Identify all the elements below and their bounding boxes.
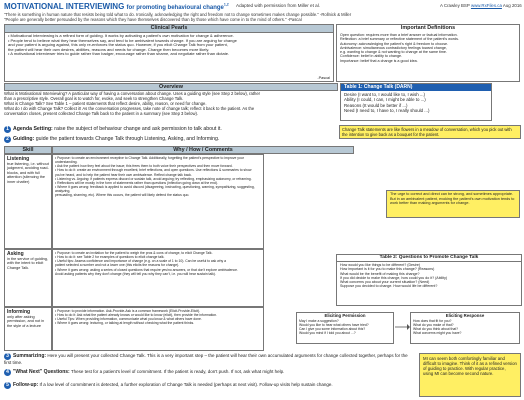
darn-desire: Desire (I want to, I would like to, I wish ...) xyxy=(344,92,426,97)
skill-title: Informing xyxy=(7,309,31,315)
why-line: Avoid asking patients why they don't change (they will tell you why they can't, i.e. you will hear sustain talk). xyxy=(55,271,216,276)
skill-informing xyxy=(4,307,52,351)
permission-line: Can I give you some information about this? xyxy=(299,326,366,331)
adapted-note: Adapted with permission from Miller et al. xyxy=(236,3,320,8)
skill-description: in the service of guiding, with the intent to elicit Change Talk. xyxy=(7,257,48,270)
step-number-badge: 2 xyxy=(4,136,11,143)
arrow-right-icon xyxy=(394,322,410,332)
step-summarizing xyxy=(4,353,416,365)
step-what-next xyxy=(4,369,416,376)
table2-body xyxy=(337,262,521,290)
eliciting-response-box xyxy=(410,312,520,344)
response-line: What do you think about that? xyxy=(413,326,459,331)
rxfiles-link[interactable]: www.RxFiles.ca xyxy=(470,3,502,8)
definition-line: Open question: requires more than a brief answer or factual information. xyxy=(340,33,458,37)
pearl-item: the patient will hear their own desires, abilities, reasons and needs for change. Change then becomes more likely. xyxy=(8,46,210,52)
why-line: • How to do it: Ask what the patient already knows or would like to know (elicit), then provide the information. xyxy=(55,313,218,318)
why-line: • Ask the patient how they feel about the issue; this frees them to both voice their perspectives and then move forward. xyxy=(55,164,233,169)
step-number-badge: 1 xyxy=(4,126,11,133)
response-line: What do you make of that? xyxy=(413,322,454,327)
urge-to-correct-note: The urge to correct and direct can be strong, and sometimes appropriate. But in an ambivalent patient, evoking the patient's own motivation tends to work better than making arguments for change. xyxy=(386,190,520,218)
step-label: Follow-up: xyxy=(13,382,39,388)
table1-body xyxy=(341,91,491,114)
question-line: How would you like things to be different? (Desire) xyxy=(340,263,421,267)
step-number-badge: 4 xyxy=(4,369,11,376)
step-text: If a low level of commitment is detected, a further exploration of Change Talk is needed (perhaps at next visit). Follow-up visits help sustain change. xyxy=(39,382,333,387)
step-guiding xyxy=(4,136,334,143)
overview-line: conversation closes, present collected Change Talk back to the patient in a summary (see Step 3 below). xyxy=(4,111,199,117)
definition-line: Confidence: belief in ability to change. xyxy=(340,54,403,59)
why-line: • Where it goes wrong: lecturing, or talking at length without checking what the patient thinks. xyxy=(55,321,195,326)
step-text: Here you will present your collected Change Talk. This is a very important step – the patient will hear their own accumulated arguments for change collected together, perhaps for the first time. xyxy=(4,353,408,365)
clinical-pearls-heading: Clinical Pearls xyxy=(5,25,333,33)
table2-heading: Table 2: Questions to Promote Change Talk xyxy=(337,255,521,262)
question-line: Suppose you decided to change. How would life be different? xyxy=(340,284,438,289)
table1-heading: Table 1: Change Talk (DARN) xyxy=(341,84,491,91)
skill-description: true listening, i.e. without judgment, avoiding road-blocks, and with full attention (silencing the inner chatter) xyxy=(7,162,49,184)
pearl-item: • People tend to believe what they hear themselves say, and tend to be ambivalent towards change. If you are arguing for change xyxy=(8,37,237,43)
definition-line: e.g. wanting to change & not wanting to change at the same time. xyxy=(340,50,448,55)
definition-line: Importance: belief that a change is a good idea. xyxy=(340,58,418,63)
darn-need: Need (I need to, I have to, I really should ...) xyxy=(344,107,430,113)
overview-line: What is Motivational Interviewing? A particular way of having a conversation about change. Uses a guiding style (see Step 2 below), rather xyxy=(4,91,261,96)
skill-asking xyxy=(4,249,52,307)
important-definitions-box xyxy=(336,24,520,82)
clinical-pearls-list xyxy=(5,33,333,58)
step-follow-up xyxy=(4,382,416,389)
table-change-talk xyxy=(340,83,492,121)
why-line: • Listening vs. Arguing: if patients express discord or sustain talk, avoid arguing; try reflecting, emphasizing autonomy, or reframing. xyxy=(55,176,252,181)
response-line: What concerns might you have? xyxy=(413,330,462,335)
skill-title: Asking xyxy=(7,251,24,257)
permission-line: Would you mind if I told you about ...? xyxy=(299,330,356,335)
definition-line: Reflection: a brief summary or reflective statement of the patient's words. xyxy=(340,37,459,42)
step-number-badge: 3 xyxy=(4,353,11,360)
subtitle: for promoting behavioural change xyxy=(126,5,224,11)
why-line: patient selected a number and not a lower one (this elicits the reasons for change). xyxy=(55,263,180,268)
eliciting-response-lines xyxy=(411,319,519,335)
author: A Crawley BSP xyxy=(440,3,470,8)
listening-why xyxy=(52,154,264,249)
why-line: • Reflections will be mostly in the form of statements rather than questions (inflection going down at the end). xyxy=(55,180,218,185)
date: Aug 2016 xyxy=(502,3,522,8)
change-talk-metaphor-note: Change Talk statements are like flowers in a meadow of conversation, which you pick out with the intention to give back as a bouquet for the patient. xyxy=(339,125,521,139)
eliciting-permission-box xyxy=(296,312,394,344)
skill-title: Listening xyxy=(7,156,30,162)
step-label: Agenda Setting: xyxy=(13,126,53,132)
overview-heading: Overview xyxy=(4,83,338,91)
eliciting-permission-heading: Eliciting Permission xyxy=(324,313,366,318)
pearl-item: • Motivational Interviewing is a refined form of guiding. It works by activating a patient's own motivation for change & adherence. xyxy=(8,33,234,38)
overview-line: than a prescriptive style. Overall goal is to watch for, evoke, and seek to strengthen Change Talk. xyxy=(4,96,184,102)
step-text: guide the patient towards Change Talk through Listening, Asking, and Informing. xyxy=(35,136,220,142)
why-line: you've heard, and to help the patient hear their own ambivalence. Reflect change talk back. xyxy=(55,172,192,177)
darn-reasons: Reasons (It would be better if ...) xyxy=(344,102,408,108)
step-label: Guiding: xyxy=(13,136,35,142)
why-line: • Useful tips: Assess confidence and importance of change (e.g. on a scale of 1 to 10). Can be useful to ask why a xyxy=(55,259,227,264)
asking-why xyxy=(52,249,264,307)
why-line: • Where it goes wrong: asking a series of closed questions that require yes/no answers, or that don't explore ambivalence. xyxy=(55,267,238,272)
step-text: These test for a patient's level of commitment. If the patient is ready, don't push. If not, ask what might help. xyxy=(70,369,285,374)
skill-column-header: Skill xyxy=(4,146,52,154)
why-line: persuading, shaming, etc). Where this occurs, the patient will likely defend the status quo. xyxy=(55,193,190,198)
darn-ability: Ability (I could, I can, I might be able to ...) xyxy=(344,97,426,103)
permission-line: Would you like to hear what others have tried? xyxy=(299,322,369,327)
quote-rollnick: "There is something in human nature that resists being told what to do. Ironically, acknowledging the right and freedom not to change sometimes makes change possible." -Rollnick & Miller xyxy=(4,12,352,17)
step-text: raise the subject of behaviour change and ask permission to talk about it. xyxy=(54,126,222,132)
eliciting-response-heading: Eliciting Response xyxy=(445,313,485,318)
step-agenda-setting xyxy=(4,126,334,133)
why-line: • Useful Tips: When providing information, communicate what you know & what others have done. xyxy=(55,317,202,322)
informing-why xyxy=(52,307,264,351)
mi-practice-note: MI can seem both comfortingly familiar and difficult to imagine. Think of it as a refined version of guiding to practice. With regular practice, using MI can become second nature. xyxy=(419,353,521,397)
why-line: • Where it goes wrong: feedback is applied to avoid discord (disagreeing, instructing, questioning, warning, sympathizing, suggesting, analyzing, xyxy=(55,185,255,194)
skill-listening xyxy=(4,154,52,249)
step-label: "What Next" Questions: xyxy=(13,369,70,375)
definitions-list xyxy=(337,32,519,64)
eliciting-permission-lines xyxy=(297,319,393,335)
overview-line: What do I do with Change Talk? Collect it! As the conversation progresses, take note of change talk; reflect it back to the patient. As the xyxy=(4,106,255,112)
question-line: If you did decide to make this change, how could you do it? (Ability) xyxy=(340,275,448,280)
definition-line: Ambivalence: simultaneous contradictory feelings toward change, xyxy=(340,45,447,50)
definition-line: Autonomy: acknowledging the patient's right & freedom to choose. xyxy=(340,41,449,46)
question-line: What concerns you about your current situation? (Need) xyxy=(340,280,430,285)
why-line: • Purpose: to create an invitation for the patient to weigh the pros & cons of change, to elicit Change Talk. xyxy=(55,251,213,255)
skill-description: only after asking permission, and not in the style of a lecture xyxy=(7,315,45,328)
why-line: • Purpose: to provide information. Ask-Provide-Ask is a common framework (Elicit-Provide-Elicit). xyxy=(55,309,201,313)
why-line: • How to do it: create an environment through excellent, brief reflections, and open questions. Use reflections & summaries to show xyxy=(55,168,252,173)
step-label: Summarizing: xyxy=(13,353,47,359)
why-line: • Purpose: to create an environment receptive to Change Talk. Additionally, forgetting the patient's perspective to improve your understanding. xyxy=(55,156,244,165)
overview-line: What is Change Talk? See Table 1 – patient statements that reflect desire, ability, reason, or need for change. xyxy=(4,101,207,107)
author-line xyxy=(440,3,522,8)
overview-text xyxy=(4,91,338,116)
why-column-header: Why / How / Comments xyxy=(52,146,354,154)
definitions-heading: Important Definitions xyxy=(337,25,519,32)
why-line: • How to do it: see Table 2 for examples of questions to elicit change talk. xyxy=(55,255,165,260)
clinical-pearls-box xyxy=(4,24,334,82)
step-number-badge: 5 xyxy=(4,382,11,389)
page-title: MOTIVATIONAL INTERVIEWING for promoting behavioural change$^{1,2}$ xyxy=(4,2,229,11)
pearl-item: and your patient is arguing against, this only re-enforces the status quo. However, if you elicit Change Talk from your patient, xyxy=(8,42,228,48)
pearls-attribution: -Pascal xyxy=(317,76,330,80)
question-line: What would be the benefit of making this change? xyxy=(340,271,420,276)
permission-line: May I make a suggestion? xyxy=(299,318,339,323)
table-questions-change-talk xyxy=(336,254,522,306)
pearl-item: • A motivational interviewer tries to guide rather than badger, encourage rather than shame, and negotiate rather than dictate. xyxy=(8,51,230,57)
title-superscript: 1,2 xyxy=(223,2,229,7)
question-line: How important is it for you to make this change? (Reasons) xyxy=(340,267,435,272)
response-line: How does that fit for you? xyxy=(413,318,452,323)
quote-pascal: "People are generally better persuaded by the reasons which they have themselves discovered than by those which have come in to the mind of others." -Pascal xyxy=(4,17,302,22)
